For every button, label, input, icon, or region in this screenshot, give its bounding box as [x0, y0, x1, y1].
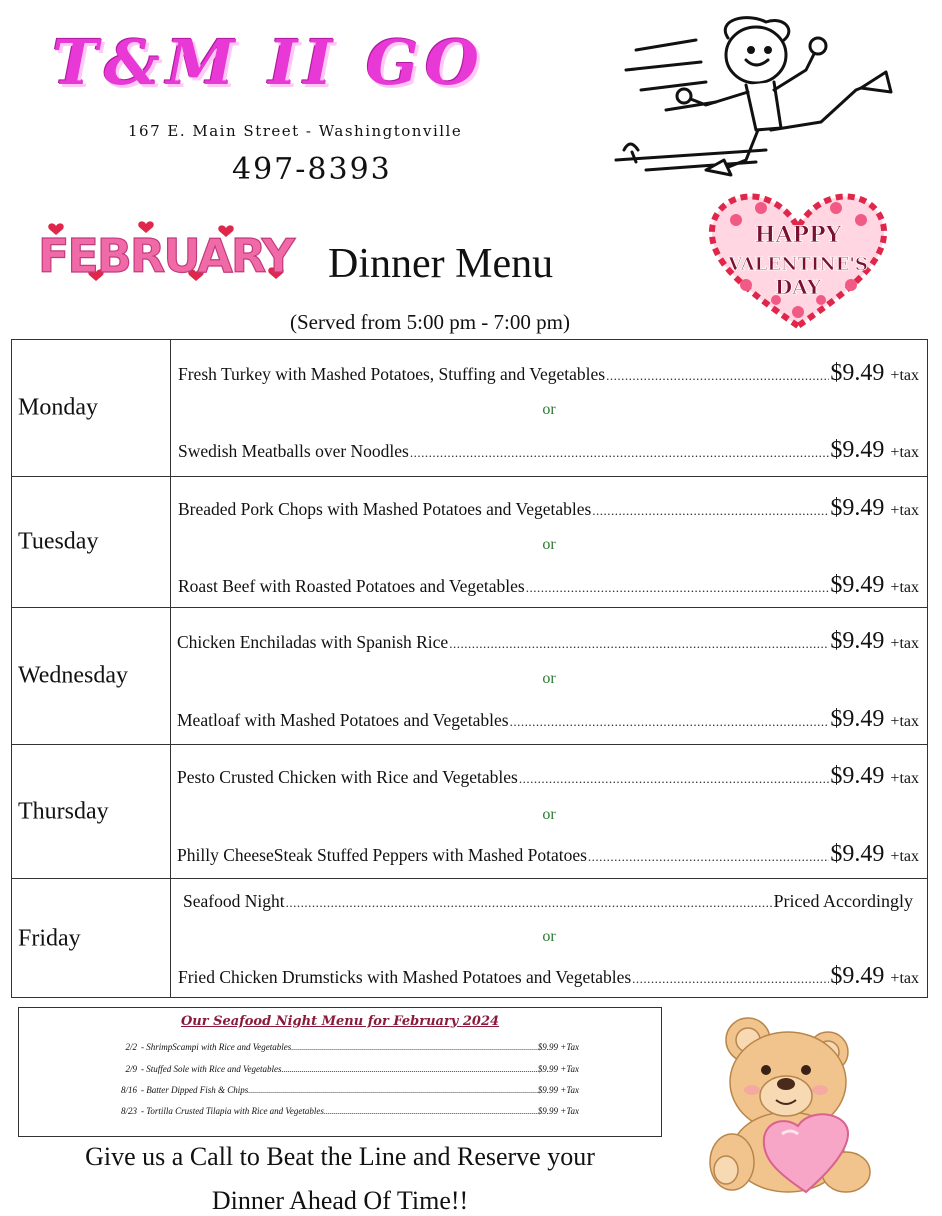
- dot-leader: [248, 1086, 538, 1095]
- seafood-date: 2/2: [125, 1042, 137, 1052]
- seafood-price: $9.99 +Tax: [537, 1106, 579, 1116]
- dish-price: $9.49: [830, 841, 885, 867]
- dish-price: $9.49: [830, 706, 885, 732]
- dot-leader: [588, 849, 830, 865]
- running-man-icon: [606, 10, 896, 180]
- dish-price: $9.49: [830, 572, 885, 598]
- february-graphic: [36, 220, 302, 284]
- seafood-desc: - Stuffed Sole with Rice and Vegetables: [141, 1064, 282, 1074]
- dot-leader: [519, 771, 830, 787]
- seafood-date: 2/9: [125, 1064, 137, 1074]
- dish-name: Meatloaf with Mashed Potatoes and Vegetables: [177, 710, 509, 730]
- teddy-bear-heart-icon: [706, 1012, 886, 1198]
- reserve-line-1: Give us a Call to Beat the Line and Reserve your: [85, 1142, 595, 1171]
- or-divider: or: [542, 928, 556, 945]
- dish-name: Breaded Pork Chops with Mashed Potatoes and Vegetables: [178, 499, 592, 519]
- day-cell: [12, 879, 171, 998]
- seafood-night-menu: [18, 1007, 662, 1137]
- seafood-item: [109, 1042, 579, 1052]
- dish-name: Roast Beef with Roasted Potatoes and Vegetables: [178, 576, 525, 596]
- menu-item: [177, 763, 919, 790]
- day-cell: [12, 745, 171, 878]
- menu-item: [183, 891, 913, 912]
- dish-price: $9.49: [830, 360, 885, 386]
- dish-price: $9.49: [830, 495, 885, 521]
- or-divider: or: [542, 806, 556, 823]
- menu-item: [178, 963, 919, 990]
- svg-text:HAPPY: HAPPY: [754, 222, 842, 248]
- tax-label: +tax: [890, 444, 919, 461]
- day-cell: [12, 340, 171, 476]
- seafood-item: [109, 1106, 579, 1116]
- svg-text:DAY: DAY: [774, 275, 822, 299]
- dish-name: Pesto Crusted Chicken with Rice and Vegetables: [177, 767, 518, 787]
- menu-item: [177, 706, 919, 733]
- dot-leader: [632, 971, 829, 987]
- tax-label: +tax: [890, 770, 919, 787]
- menu-title: Dinner Menu: [328, 241, 554, 287]
- day-cell: [12, 477, 171, 607]
- brand-logo: T&M II GO: [52, 26, 485, 99]
- day-row-friday: [12, 879, 927, 998]
- day-label: Friday: [18, 925, 81, 951]
- day-row-monday: [12, 340, 927, 477]
- tax-label: +tax: [890, 848, 919, 865]
- dot-leader: [606, 368, 829, 384]
- served-hours: (Served from 5:00 pm - 7:00 pm): [290, 310, 570, 334]
- menu-item: [178, 495, 919, 522]
- tax-label: +tax: [890, 367, 919, 384]
- day-label: Monday: [18, 394, 98, 421]
- phone-number: 497-8393: [232, 152, 392, 187]
- dish-price: $9.49: [830, 437, 885, 463]
- menu-item: [178, 360, 919, 387]
- seafood-item: [109, 1085, 579, 1095]
- day-row-thursday: [12, 745, 927, 879]
- day-label: Thursday: [18, 798, 109, 824]
- dot-leader: [291, 1043, 538, 1052]
- or-divider: or: [542, 401, 556, 418]
- tax-label: +tax: [890, 579, 919, 596]
- seafood-price: $9.99 +Tax: [537, 1085, 579, 1095]
- tax-label: +tax: [890, 970, 919, 987]
- seafood-price: $9.99 +Tax: [537, 1042, 579, 1052]
- dot-leader: [592, 503, 829, 519]
- day-cell: [12, 608, 171, 744]
- dish-name: Swedish Meatballs over Noodles: [178, 441, 409, 461]
- dish-name: Seafood Night: [183, 891, 285, 911]
- dot-leader: [510, 714, 830, 730]
- seafood-date: 8/23: [120, 1106, 137, 1116]
- seafood-desc: - ShrimpScampi with Rice and Vegetables: [141, 1042, 292, 1052]
- february-text: FEBRUARY: [38, 229, 294, 283]
- svg-text:VALENTINE'S: VALENTINE'S: [728, 254, 868, 275]
- dot-leader: [281, 1065, 537, 1074]
- menu-item: [177, 628, 919, 655]
- menu-item: [178, 572, 919, 599]
- tax-label: +tax: [890, 713, 919, 730]
- price-note: Priced Accordingly: [773, 891, 913, 911]
- dish-price: $9.49: [830, 963, 885, 989]
- seafood-desc: - Batter Dipped Fish & Chips: [141, 1085, 249, 1095]
- dot-leader: [526, 580, 830, 596]
- dish-price: $9.49: [830, 628, 885, 654]
- seafood-price: $9.99 +Tax: [537, 1064, 579, 1074]
- seafood-desc: - Tortilla Crusted Tilapia with Rice and Vegetables: [141, 1106, 324, 1116]
- dot-leader: [410, 445, 830, 461]
- dish-price: $9.49: [830, 763, 885, 789]
- or-divider: or: [542, 536, 556, 553]
- seafood-item: [109, 1064, 579, 1074]
- day-label: Tuesday: [18, 528, 99, 555]
- seafood-date: 8/16: [120, 1085, 137, 1095]
- menu-item: [178, 437, 919, 464]
- dish-name: Philly CheeseSteak Stuffed Peppers with Mashed Potatoes: [177, 845, 587, 865]
- dish-name: Fried Chicken Drumsticks with Mashed Potatoes and Vegetables: [178, 967, 632, 987]
- menu-item: [177, 841, 919, 868]
- reserve-line-2: Dinner Ahead Of Time!!: [211, 1186, 469, 1215]
- tax-label: +tax: [890, 502, 919, 519]
- or-divider: or: [542, 670, 556, 687]
- day-row-wednesday: [12, 608, 927, 745]
- day-label: Wednesday: [18, 662, 129, 689]
- dinner-menu-table: [11, 339, 928, 998]
- address: 167 E. Main Street - Washingtonville: [128, 122, 463, 140]
- dot-leader: [324, 1107, 538, 1116]
- day-row-tuesday: [12, 477, 927, 608]
- tax-label: +tax: [890, 635, 919, 652]
- valentine-heart-icon: [706, 190, 890, 330]
- dot-leader: [449, 636, 829, 652]
- dish-name: Fresh Turkey with Mashed Potatoes, Stuffing and Vegetables: [178, 364, 606, 384]
- dish-name: Chicken Enchiladas with Spanish Rice: [177, 632, 449, 652]
- seafood-title: Our Seafood Night Menu for February 2024: [180, 1014, 500, 1029]
- dot-leader: [286, 895, 773, 911]
